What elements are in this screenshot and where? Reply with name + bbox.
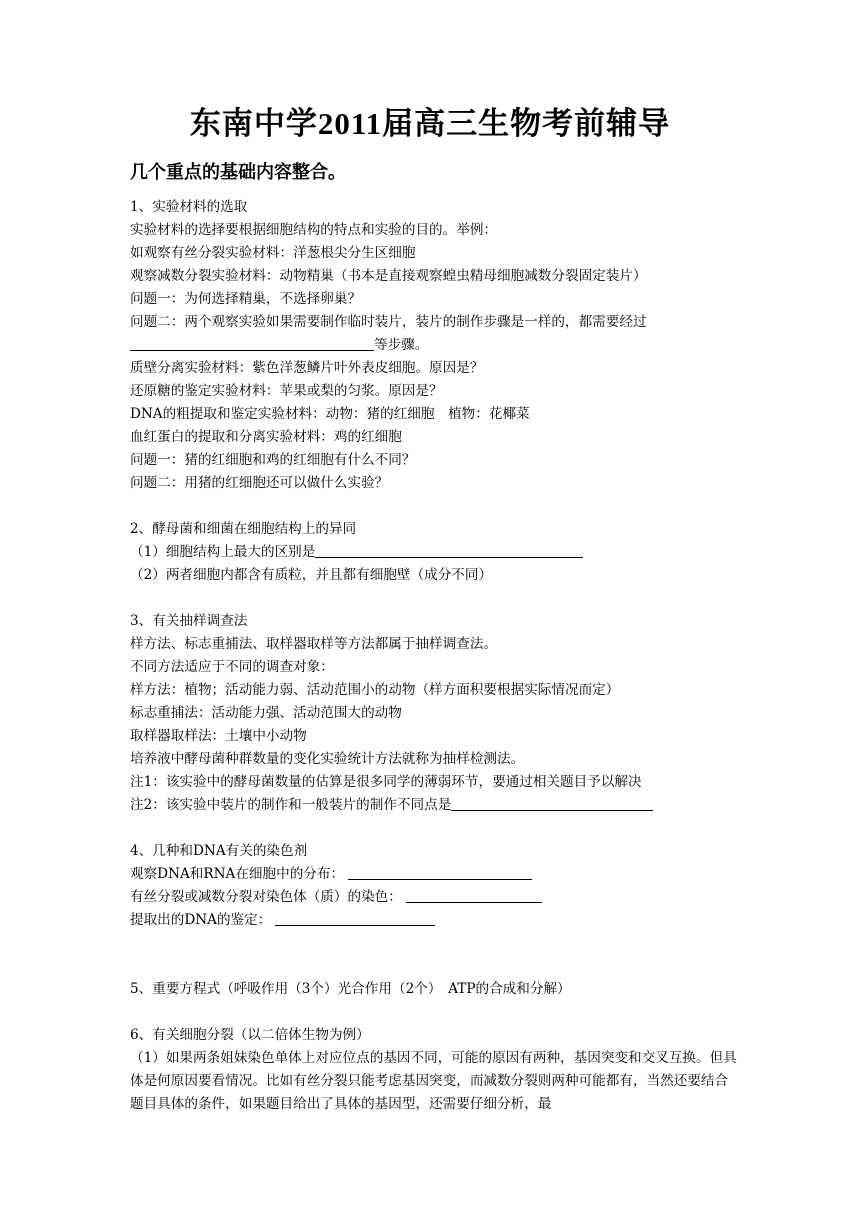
section-1-line-4: 问题一：为何选择精巢，不选择卵巢？ [130,291,362,307]
section-1-line-5: 问题二：两个观察实验如果需要制作临时装片，装片的制作步骤是一样的，都需要经过 [130,314,647,330]
section-1-heading: 1、实验材料的选取 [130,199,248,215]
spacer [130,1001,740,1024]
page-subtitle: 几个重点的基础内容整合。 [130,162,346,183]
section-3-line-8: 注2：该实验中装片的制作和一般装片的制作不同点是 [130,794,740,817]
section-3-line-2: 不同方法适应于不同的调查对象： [130,659,334,675]
section-1-line-3: 观察减数分裂实验材料：动物精巢（书本是直接观察蝗虫精母细胞减数分裂固定装片） [130,268,647,284]
spacer [130,817,740,840]
section-3-line-6: 培养液中酵母菌种群数量的变化实验统计方法就称为抽样检测法。 [130,751,525,767]
section-2-line-1: （1）细胞结构上最大的区别是 [130,541,740,564]
spacer [130,495,740,518]
section-4-line-2: 有丝分裂或减数分裂对染色体（质）的染色： [130,886,740,909]
section-4-line-1: 观察DNA和RNA在细胞中的分布： [130,863,740,886]
section-4-heading: 4、几种和DNA有关的染色剂 [130,843,308,859]
section-4-line-3: 提取出的DNA的鉴定： [130,909,740,932]
answer-blank [275,910,435,926]
section-1-line-10: 血红蛋白的提取和分离实验材料：鸡的红细胞 [130,429,402,445]
answer-blank [315,542,583,558]
section-1-line-12: 问题二：用猪的红细胞还可以做什么实验？ [130,475,389,491]
section-3-line-1: 样方法、标志重捕法、取样器取样等方法都属于抽样调查法。 [130,636,498,652]
section-2-line-2: （2）两者细胞内都含有质粒，并且都有细胞壁（成分不同） [130,567,493,583]
section-3-line-3: 样方法：植物；活动能力弱、活动范围小的动物（样方面积要根据实际情况而定） [130,682,620,698]
section-3-line-7: 注1：该实验中的酵母菌数量的估算是很多同学的薄弱环节，要通过相关题目予以解决 [130,774,642,790]
section-2-heading: 2、酵母菌和细菌在细胞结构上的异同 [130,521,357,537]
answer-blank [348,864,532,880]
section-6-heading: 6、有关细胞分裂（以二倍体生物为例） [130,1027,370,1043]
section-3-heading: 3、有关抽样调查法 [130,613,248,629]
section-3-line-5: 取样器取样法：土壤中小动物 [130,728,307,744]
document-body [130,196,740,1116]
page-title: 东南中学2011届高三生物考前辅导 [189,106,671,141]
spacer [130,587,740,610]
section-1-line-7: 质壁分离实验材料：紫色洋葱鳞片叶外表皮细胞。原因是？ [130,360,484,376]
section-1-line-6: 等步骤。 [130,334,740,357]
section-1-line-9: DNA的粗提取和鉴定实验材料：动物：猪的红细胞 植物：花椰菜 [130,406,530,422]
section-1-line-2: 如观察有丝分裂实验材料：洋葱根尖分生区细胞 [130,245,416,261]
section-6-paragraph-1: （1）如果两条姐妹染色单体上对应位点的基因不同，可能的原因有两种，基因突变和交叉互换。但具体是何原因要看情况。比如有丝分裂只能考虑基因突变，而减数分裂则两种可能都有，当然还要结合题目具体的条件，如果题目给出了具体的基因型，还需要仔细分析，最 [130,1050,737,1112]
section-1-line-11: 问题一：猪的红细胞和鸡的红细胞有什么不同？ [130,452,416,468]
answer-blank [406,887,542,903]
answer-blank [130,335,374,351]
section-5-heading: 5、重要方程式（呼吸作用（3个）光合作用（2个） ATP的合成和分解） [130,981,571,997]
section-3-line-4: 标志重捕法：活动能力强、活动范围大的动物 [130,705,402,721]
spacer [130,932,740,978]
section-1-line-1: 实验材料的选择要根据细胞结构的特点和实验的目的。举例： [130,222,498,238]
answer-blank [451,795,653,811]
section-1-line-8: 还原糖的鉴定实验材料：苹果或梨的匀浆。原因是？ [130,383,443,399]
